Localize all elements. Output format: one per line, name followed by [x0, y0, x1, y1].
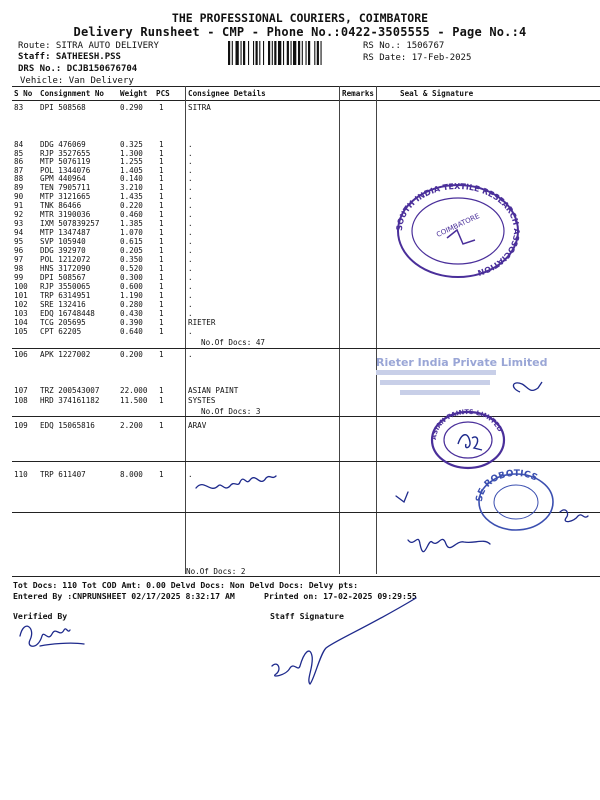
- cell-pcs: 1: [159, 470, 164, 479]
- cell-sno: 91: [14, 201, 24, 210]
- cell-consignment: TNK 86466: [40, 201, 82, 210]
- cell-pcs: 1: [159, 183, 164, 192]
- totals-line: Tot Docs: 110 Tot COD Amt: 0.00 Delvd Docs: Non Delvd Docs: Delvy pts:: [13, 580, 359, 590]
- cell-consignment: POL 1212072: [40, 255, 91, 264]
- cell-weight: 3.210: [120, 183, 143, 192]
- sitra-stamp-inner: COIMBATORE: [435, 212, 481, 239]
- se-robotics-ring-text: SE ROBOTICS: [474, 468, 539, 503]
- cell-sno: 101: [14, 291, 28, 300]
- cell-weight: 22.000: [120, 386, 148, 395]
- rs-date-label: RS Date: 17-Feb-2025: [363, 53, 472, 63]
- cell-consignee: .: [188, 282, 193, 291]
- cell-weight: 0.140: [120, 174, 143, 183]
- cell-consignment: MTP 1347487: [40, 228, 91, 237]
- cell-consignee: .: [188, 246, 193, 255]
- cell-consignment: IXM 507839257: [40, 219, 100, 228]
- cell-consignee: .: [188, 140, 193, 149]
- cell-sno: 96: [14, 246, 24, 255]
- cell-sno: 108: [14, 396, 28, 405]
- cell-consignee: .: [188, 201, 193, 210]
- signature-108: [196, 476, 276, 488]
- cell-sno: 103: [14, 309, 28, 318]
- cell-consignee: ASIAN PAINT: [188, 386, 239, 395]
- cell-sno: 86: [14, 157, 24, 166]
- cell-sno: 99: [14, 273, 24, 282]
- cell-sno: 90: [14, 192, 24, 201]
- tick-mark: [396, 492, 408, 502]
- cell-consignee: .: [188, 237, 193, 246]
- cell-sno: 83: [14, 103, 24, 112]
- cell-consignee: .: [188, 291, 193, 300]
- cell-pcs: 1: [159, 157, 164, 166]
- verified-signature: [20, 626, 84, 646]
- cell-consignee: .: [188, 183, 193, 192]
- sitra-stamp-ring-text: SOUTH INDIA TEXTILE RESEARCH ASSOCIATION: [394, 181, 522, 278]
- cell-weight: 0.615: [120, 237, 143, 246]
- col-header-pcs: PCS: [156, 89, 170, 98]
- company-title: THE PROFESSIONAL COURIERS, COIMBATORE: [171, 11, 429, 25]
- cell-pcs: 1: [159, 396, 164, 405]
- cell-consignment: SRE 132416: [40, 300, 86, 309]
- cell-consignment: CPT 62205: [40, 327, 82, 336]
- rs-no-label: RS No.: 1506767: [363, 41, 445, 51]
- verified-by-label: Verified By: [13, 611, 68, 621]
- cell-consignee: .: [188, 174, 193, 183]
- cell-consignment: TRZ 200543007: [40, 386, 100, 395]
- cell-consignee: SITRA: [188, 103, 211, 112]
- entered-by: Entered By :CNPRUNSHEET 02/17/2025 8:32:17 AM: [13, 591, 235, 601]
- cell-sno: 105: [14, 327, 28, 336]
- cell-consignment: TCG 205695: [40, 318, 86, 327]
- cell-pcs: 1: [159, 282, 164, 291]
- cell-pcs: 1: [159, 228, 164, 237]
- cell-consignee: .: [188, 470, 193, 479]
- vehicle-label: Vehicle: Van Delivery: [20, 76, 134, 86]
- cell-sno: 85: [14, 149, 24, 158]
- cell-consignee: .: [188, 350, 193, 359]
- cell-consignment: HRD 374161182: [40, 396, 100, 405]
- cell-weight: 1.405: [120, 166, 143, 175]
- cell-consignee: .: [188, 255, 193, 264]
- route-label: Route: SITRA AUTO DELIVERY: [18, 41, 159, 51]
- cell-pcs: 1: [159, 386, 164, 395]
- cell-weight: 1.435: [120, 192, 143, 201]
- cell-sno: 89: [14, 183, 24, 192]
- cell-consignee: ARAV: [188, 421, 207, 430]
- group-total-arav: No.Of Docs: 2: [186, 567, 246, 576]
- cell-sno: 100: [14, 282, 28, 291]
- printed-on: Printed on: 17-02-2025 09:29:55: [264, 591, 417, 601]
- rieter-stamp-text: Rieter India Private Limited: [376, 356, 548, 369]
- cell-sno: 88: [14, 174, 24, 183]
- cell-sno: 93: [14, 219, 24, 228]
- cell-weight: 11.500: [120, 396, 148, 405]
- cell-sno: 87: [14, 166, 24, 175]
- cell-weight: 0.205: [120, 246, 143, 255]
- cell-pcs: 1: [159, 174, 164, 183]
- cell-consignment: TRP 6314951: [40, 291, 91, 300]
- cell-consignment: TRP 611407: [40, 470, 86, 479]
- cell-sno: 98: [14, 264, 24, 273]
- cell-consignment: EDQ 16748448: [40, 309, 95, 318]
- cell-consignee: .: [188, 300, 193, 309]
- staff-signature: [272, 598, 416, 684]
- cell-consignee: .: [188, 149, 193, 158]
- cell-sno: 104: [14, 318, 28, 327]
- cell-pcs: 1: [159, 318, 164, 327]
- cell-weight: 0.280: [120, 300, 143, 309]
- cell-consignee: .: [188, 264, 193, 273]
- signature-109: [408, 539, 490, 551]
- cell-consignee: .: [188, 157, 193, 166]
- col-header-weight: Weight: [120, 89, 148, 98]
- runsheet-title: Delivery Runsheet - CMP - Phone No.:0422-3505555 - Page No.:4: [73, 25, 527, 39]
- cell-weight: 1.255: [120, 157, 143, 166]
- cell-consignment: RJP 3550065: [40, 282, 91, 291]
- cell-pcs: 1: [159, 264, 164, 273]
- cell-pcs: 1: [159, 327, 164, 336]
- cell-sno: 95: [14, 237, 24, 246]
- col-header-remarks: Remarks: [342, 89, 375, 98]
- cell-pcs: 1: [159, 210, 164, 219]
- col-header-seal: Seal & Signature: [400, 89, 474, 98]
- cell-consignee: SYSTES: [188, 396, 216, 405]
- cell-consignment: EDQ 15065816: [40, 421, 95, 430]
- cell-pcs: 1: [159, 273, 164, 282]
- cell-sno: 107: [14, 386, 28, 395]
- cell-consignment: DPI 508568: [40, 103, 86, 112]
- cell-pcs: 1: [159, 166, 164, 175]
- col-header-sno: S No: [14, 89, 33, 98]
- cell-weight: 0.350: [120, 255, 143, 264]
- cell-weight: 0.600: [120, 282, 143, 291]
- cell-consignment: GPM 440964: [40, 174, 86, 183]
- cell-consignment: APK 1227002: [40, 350, 91, 359]
- cell-sno: 106: [14, 350, 28, 359]
- cell-pcs: 1: [159, 103, 164, 112]
- cell-pcs: 1: [159, 201, 164, 210]
- cell-weight: 0.390: [120, 318, 143, 327]
- cell-sno: 94: [14, 228, 24, 237]
- cell-weight: 1.300: [120, 149, 143, 158]
- cell-consignee: .: [188, 273, 193, 282]
- cell-pcs: 1: [159, 309, 164, 318]
- cell-pcs: 1: [159, 291, 164, 300]
- cell-pcs: 1: [159, 219, 164, 228]
- cell-weight: 1.190: [120, 291, 143, 300]
- col-header-consignee: Consignee Details: [188, 89, 266, 98]
- cell-weight: 0.640: [120, 327, 143, 336]
- cell-consignee: .: [188, 166, 193, 175]
- group-total-rieter: No.Of Docs: 3: [201, 407, 261, 416]
- cell-consignment: RJP 3527655: [40, 149, 91, 158]
- cell-sno: 92: [14, 210, 24, 219]
- cell-consignment: TEN 7905711: [40, 183, 91, 192]
- cell-consignee: .: [188, 219, 193, 228]
- cell-consignment: MTP 3121665: [40, 192, 91, 201]
- cell-pcs: 1: [159, 350, 164, 359]
- cell-weight: 0.430: [120, 309, 143, 318]
- cell-consignment: HNS 3172090: [40, 264, 91, 273]
- cell-pcs: 1: [159, 149, 164, 158]
- asian-paints-ring-text: ASIAN PAINTS LIMITED: [429, 407, 505, 441]
- cell-weight: 1.070: [120, 228, 143, 237]
- cell-pcs: 1: [159, 140, 164, 149]
- cell-consignment: DDG 392970: [40, 246, 86, 255]
- cell-pcs: 1: [159, 421, 164, 430]
- cell-weight: 0.460: [120, 210, 143, 219]
- cell-weight: 0.300: [120, 273, 143, 282]
- cell-pcs: 1: [159, 192, 164, 201]
- cell-consignee: .: [188, 192, 193, 201]
- col-header-consignment: Consignment No: [40, 89, 105, 98]
- cell-sno: 110: [14, 470, 28, 479]
- cell-consignee: RIETER: [188, 318, 216, 327]
- cell-consignment: DPI 508567: [40, 273, 86, 282]
- cell-pcs: 1: [159, 300, 164, 309]
- cell-consignment: MTR 3190036: [40, 210, 91, 219]
- cell-sno: 84: [14, 140, 24, 149]
- cell-consignment: MTP 5076119: [40, 157, 91, 166]
- cell-consignee: .: [188, 228, 193, 237]
- cell-weight: 1.385: [120, 219, 143, 228]
- cell-pcs: 1: [159, 255, 164, 264]
- cell-weight: 0.220: [120, 201, 143, 210]
- cell-sno: 109: [14, 421, 28, 430]
- cell-weight: 8.000: [120, 470, 143, 479]
- cell-consignment: POL 1344076: [40, 166, 91, 175]
- cell-weight: 0.200: [120, 350, 143, 359]
- cell-weight: 2.200: [120, 421, 143, 430]
- group-total-sitra: No.Of Docs: 47: [201, 338, 266, 347]
- cell-consignee: .: [188, 327, 193, 336]
- cell-consignee: .: [188, 309, 193, 318]
- staff-label: Staff: SATHEESH.PSS: [18, 52, 121, 62]
- staff-signature-label: Staff Signature: [270, 611, 344, 621]
- cell-sno: 97: [14, 255, 24, 264]
- drs-label: DRS No.: DCJB150676704: [18, 64, 138, 74]
- cell-weight: 0.325: [120, 140, 143, 149]
- signature-r: [560, 510, 588, 522]
- cell-weight: 0.290: [120, 103, 143, 112]
- cell-pcs: 1: [159, 246, 164, 255]
- cell-weight: 0.520: [120, 264, 143, 273]
- cell-consignee: .: [188, 210, 193, 219]
- cell-pcs: 1: [159, 237, 164, 246]
- cell-consignment: SVP 105940: [40, 237, 86, 246]
- cell-consignment: DDG 476069: [40, 140, 86, 149]
- cell-sno: 102: [14, 300, 28, 309]
